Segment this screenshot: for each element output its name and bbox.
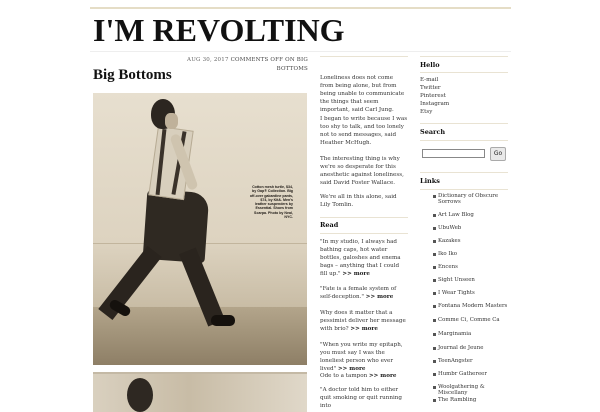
link-bullet-icon <box>433 333 436 336</box>
top-accent-rule <box>90 7 511 9</box>
read-more-link[interactable]: >> more <box>365 294 394 300</box>
link-bullet-icon <box>433 266 436 269</box>
link-bullet-icon <box>433 195 436 198</box>
read-item <box>320 386 408 410</box>
read-item <box>320 341 408 373</box>
search-heading: Search <box>420 128 446 136</box>
intro-paragraph: The interesting thing is why we're so desperate for this anesthetic against loneliness, said David Foster Wallace. <box>320 156 404 186</box>
figure-face <box>165 113 178 129</box>
sidebar-link[interactable]: Dictionary of Obscure Sorrows <box>438 193 499 205</box>
read-item-text: Why does it matter that a pessimist deliver her message with brio? <box>320 310 406 332</box>
link-bullet-icon <box>433 253 436 256</box>
read-item <box>320 372 408 380</box>
sidebar-link[interactable]: Iko Iko <box>438 251 457 257</box>
read-more-link[interactable]: >> more <box>368 373 397 379</box>
sidebar-link[interactable]: Kazakes <box>438 238 461 244</box>
link-bullet-icon <box>433 279 436 282</box>
sidebar-link[interactable]: Woolgathering & Miscellany <box>438 384 485 396</box>
links-top-rule <box>420 172 508 173</box>
read-top-rule <box>320 217 408 218</box>
sidebar-link[interactable]: UbuWeb <box>438 225 462 231</box>
header-divider <box>90 51 511 52</box>
sidebar-link[interactable]: Sight Unseen <box>438 277 475 283</box>
intro-paragraph: I began to write because I was too shy to talk, and too lonely not to send messages, said Heather McHugh. <box>320 116 408 146</box>
read-more-link[interactable]: >> more <box>342 271 370 277</box>
links-heading: Links <box>420 177 440 185</box>
sidebar-link[interactable]: Humbr Gathereer <box>438 371 487 377</box>
site-title[interactable]: I'M REVOLTING <box>93 12 345 48</box>
link-bullet-icon <box>433 227 436 230</box>
figure-shoe-front <box>211 315 235 326</box>
search-top-rule <box>420 123 508 124</box>
intro-top-rule <box>320 56 408 57</box>
sidebar-link[interactable]: Marginamia <box>438 331 472 337</box>
hello-link-email[interactable]: E-mail <box>420 77 439 83</box>
sidebar-link[interactable]: I Wear Tights <box>438 290 475 296</box>
link-bullet-icon <box>433 214 436 217</box>
hello-heading: Hello <box>420 61 440 69</box>
post-date: AUG 30, 2017 <box>187 57 229 63</box>
read-heading-rule <box>320 233 408 234</box>
read-more-link[interactable]: >> more <box>337 366 366 372</box>
post-comments-link[interactable]: COMMENTS OFF ON BIG BOTTOMS <box>230 57 308 72</box>
read-heading: Read <box>320 221 339 229</box>
intro-paragraph: Loneliness does not come from being alone, but from being unable to communicate the things that seem important, said Carl Jung. <box>320 75 405 113</box>
sidebar-link[interactable]: Art Law Blog <box>438 212 474 218</box>
link-bullet-icon <box>433 399 436 402</box>
read-item-text: "In my studio, I always had bathing caps, hot water bottles, galoshes and enema bags – anything that I could fill up." <box>320 239 401 277</box>
links-heading-rule <box>420 189 508 190</box>
link-bullet-icon <box>433 360 436 363</box>
photo2-edge <box>93 372 307 374</box>
read-item <box>320 309 408 333</box>
read-item-text: "Fate is a female system of self-deception." <box>320 286 397 300</box>
post-photo-second[interactable] <box>93 372 307 412</box>
post-meta <box>170 56 308 74</box>
sidebar-link[interactable]: TeenAngster <box>438 358 473 364</box>
intro-paragraph: We're all in this alone, said Lily Tomlin. <box>320 194 397 208</box>
search-input[interactable] <box>422 149 485 158</box>
search-heading-rule <box>420 140 508 141</box>
link-bullet-icon <box>433 292 436 295</box>
sidebar-link[interactable]: Comme Ci, Comme Ca <box>438 317 500 323</box>
post-title[interactable]: Big Bottoms <box>93 67 172 83</box>
link-bullet-icon <box>433 319 436 322</box>
hello-top-rule <box>420 56 508 57</box>
hello-link-twitter[interactable]: Twitter <box>420 85 441 91</box>
link-bullet-icon <box>433 386 436 389</box>
link-bullet-icon <box>433 305 436 308</box>
read-item-text: "A doctor told him to either quit smoking or quit running into <box>320 387 402 409</box>
hello-link-etsy[interactable]: Etsy <box>420 109 433 115</box>
link-bullet-icon <box>433 347 436 350</box>
sidebar-link[interactable]: Encens <box>438 264 458 270</box>
search-button[interactable]: Go <box>490 147 506 161</box>
read-item-text: "When you write my epitaph, you must say I was the loneliest person who ever lived" <box>320 342 403 372</box>
read-item <box>320 285 408 301</box>
sidebar-link[interactable]: The Rambling <box>438 397 477 403</box>
photo-caption: Cotton mesh turtle, $34, by Gap® Collection. Big off-over gabardine pants, $74, by Kit&. Men's leather suspenders by Essential. Shoes from Scarpa. Photo by Neal, NYC. <box>249 185 293 220</box>
read-item-text: Ode to a tampon <box>320 373 368 379</box>
sidebar-link[interactable]: Fontana Modern Masters <box>438 303 508 309</box>
link-bullet-icon <box>433 373 436 376</box>
link-bullet-icon <box>433 240 436 243</box>
photo2-figure-head <box>127 378 153 412</box>
sidebar-link[interactable]: Journal de Jeune <box>438 345 484 351</box>
hello-heading-rule <box>420 72 508 73</box>
hello-link-instagram[interactable]: Instagram <box>420 101 450 107</box>
post-photo[interactable] <box>93 93 307 365</box>
hello-link-pinterest[interactable]: Pinterest <box>420 93 446 99</box>
read-more-link[interactable]: >> more <box>350 326 378 332</box>
read-item <box>320 238 408 278</box>
